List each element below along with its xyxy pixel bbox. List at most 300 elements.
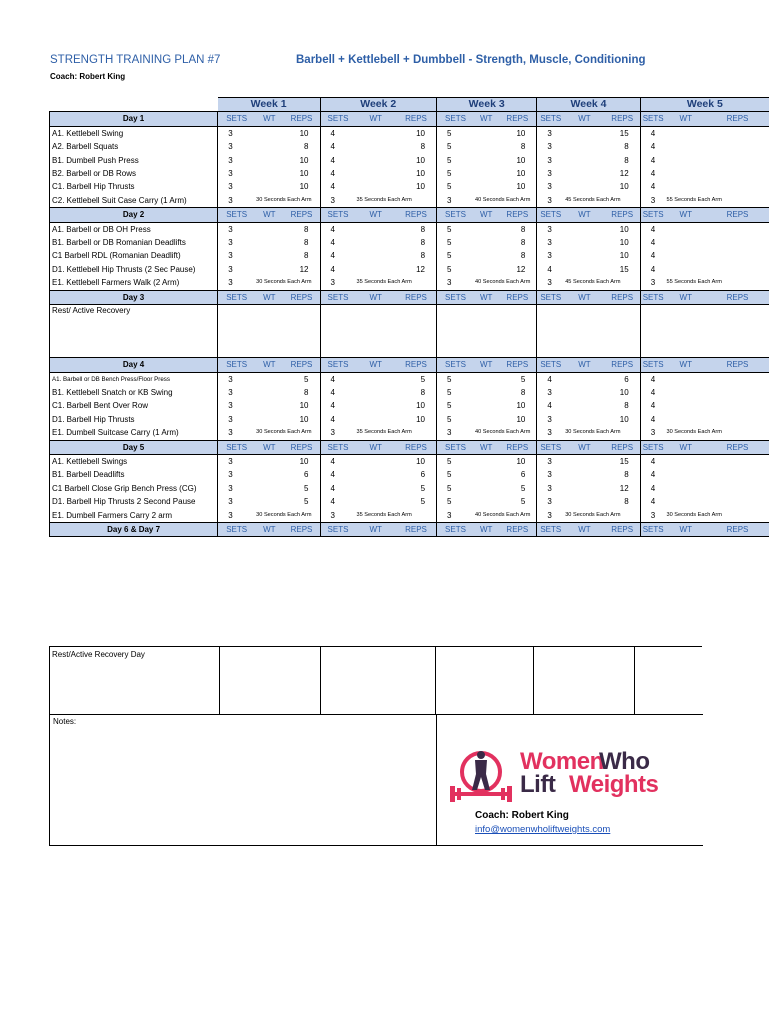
reps-value: [706, 386, 769, 399]
col-header-wt: WT: [564, 358, 605, 372]
col-header-reps: REPS: [605, 440, 640, 454]
col-header-reps: REPS: [284, 112, 320, 126]
weight-value: [474, 180, 498, 193]
reps-value: 10: [416, 182, 426, 192]
weight-value: [666, 468, 707, 481]
exercise-row: [50, 167, 769, 180]
exercise-row: [50, 413, 769, 426]
col-header-sets: SETS: [640, 358, 665, 372]
reps-value: 8: [420, 224, 426, 234]
col-header-sets: SETS: [537, 522, 564, 536]
weight-note: 35 Seconds Each Arm: [356, 429, 412, 436]
weight-value: [564, 372, 605, 386]
sets-value: 4: [640, 399, 665, 412]
sets-value: 4: [640, 249, 665, 262]
weight-value: [355, 454, 396, 468]
weight-value: [355, 126, 396, 140]
col-header-sets: SETS: [320, 208, 355, 222]
col-header-sets: SETS: [640, 522, 665, 536]
weight-value: [255, 126, 283, 140]
col-header-sets: SETS: [218, 290, 255, 304]
sets-value: 4: [537, 372, 564, 386]
col-header-wt: WT: [355, 440, 396, 454]
exercise-row: [50, 372, 769, 386]
reps-value: 6: [304, 470, 309, 480]
col-header-reps: REPS: [396, 290, 437, 304]
reps-value: [706, 222, 769, 236]
contact-email-link[interactable]: info@womenwholiftweights.com: [475, 824, 611, 835]
weight-value: [355, 167, 396, 180]
exercise-row: [50, 126, 769, 140]
sets-value: 5: [437, 126, 474, 140]
exercise-name: C1 Barbell Close Grip Bench Press (CG): [50, 482, 218, 495]
week-header-row: [50, 98, 769, 112]
weight-value: [255, 236, 283, 249]
col-header-wt: WT: [474, 522, 498, 536]
exercise-name: B2. Barbell or DB Rows: [50, 167, 218, 180]
weight-value: [474, 386, 498, 399]
exercise-name: D1. Barbell Hip Thrusts 2 Second Pause: [50, 495, 218, 508]
weight-value: [666, 222, 707, 236]
col-header-reps: REPS: [284, 522, 320, 536]
col-header-reps: REPS: [706, 358, 769, 372]
reps-value: 10: [299, 169, 309, 179]
exercise-name: A1. Barbell or DB Bench Press/Floor Press: [50, 372, 218, 386]
col-header-reps: REPS: [396, 440, 437, 454]
sets-value: 3: [218, 263, 255, 276]
weight-note: 35 Seconds Each Arm: [356, 196, 412, 203]
weight-value: [474, 249, 498, 262]
col-header-wt: WT: [666, 112, 707, 126]
week-header: Week 3: [437, 98, 537, 112]
reps-value: 12: [299, 264, 309, 274]
sets-value: 4: [640, 386, 665, 399]
reps-value: [706, 154, 769, 167]
recovery-label: Rest/Active Recovery Day: [52, 650, 145, 659]
col-header-wt: WT: [255, 440, 283, 454]
reps-value: 8: [420, 387, 426, 397]
weight-value: [666, 263, 707, 276]
week-header: Week 4: [537, 98, 640, 112]
weight-value: [255, 263, 283, 276]
sets-value: 3: [537, 413, 564, 426]
reps-value: 8: [420, 238, 426, 248]
weight-value: [355, 140, 396, 153]
weight-value: [564, 399, 605, 412]
sets-value: 3: [537, 386, 564, 399]
sets-value: 4: [320, 482, 355, 495]
weight-value: [474, 154, 498, 167]
sets-value: 3: [218, 276, 255, 290]
exercise-name: E1. Dumbell Suitcase Carry (1 Arm): [50, 426, 218, 440]
reps-value: 15: [619, 264, 629, 274]
reps-value: 10: [516, 401, 526, 411]
weight-value: [666, 482, 707, 495]
reps-value: [706, 249, 769, 262]
exercise-name: A1. Kettlebell Swings: [50, 454, 218, 468]
weight-value: [474, 495, 498, 508]
reps-value: 8: [520, 238, 526, 248]
reps-value: 10: [619, 238, 629, 248]
exercise-row: [50, 495, 769, 508]
weight-note: 35 Seconds Each Arm: [356, 279, 412, 286]
exercise-name: A1. Barbell or DB OH Press: [50, 222, 218, 236]
weight-value: [564, 140, 605, 153]
rest-cell: [218, 305, 320, 358]
sets-value: 3: [218, 249, 255, 262]
exercise-name: E1. Dumbell Farmers Carry 2 arm: [50, 509, 218, 523]
col-header-reps: REPS: [396, 522, 437, 536]
plan-subtitle: Barbell + Kettlebell + Dumbbell - Strength, Muscle, Conditioning: [296, 54, 646, 66]
reps-value: 12: [416, 264, 426, 274]
reps-value: 5: [304, 483, 309, 493]
col-header-reps: REPS: [396, 358, 437, 372]
col-header-reps: REPS: [605, 522, 640, 536]
col-header-sets: SETS: [218, 208, 255, 222]
day-label: Day 4: [50, 358, 218, 372]
sets-value: 3: [320, 194, 355, 208]
weight-value: [474, 140, 498, 153]
weight-value: [474, 413, 498, 426]
weight-value: [355, 386, 396, 399]
sets-value: 4: [320, 154, 355, 167]
weight-value: [474, 126, 498, 140]
col-header-wt: WT: [255, 208, 283, 222]
sets-value: 4: [320, 495, 355, 508]
col-header-wt: WT: [474, 290, 498, 304]
exercise-name: C1. Barbell Hip Thrusts: [50, 180, 218, 193]
day-label: Day 6 & Day 7: [50, 522, 218, 536]
col-header-reps: REPS: [706, 290, 769, 304]
sets-value: 4: [640, 454, 665, 468]
reps-value: 12: [619, 483, 629, 493]
col-header-wt: WT: [564, 290, 605, 304]
exercise-row: [50, 154, 769, 167]
weight-note: 55 Seconds Each Arm: [666, 196, 722, 203]
col-header-sets: SETS: [640, 440, 665, 454]
col-header-reps: REPS: [706, 208, 769, 222]
reps-value: 10: [516, 414, 526, 424]
exercise-row: [50, 386, 769, 399]
corner-cell: [50, 98, 218, 112]
col-header-wt: WT: [564, 112, 605, 126]
sets-value: 3: [537, 249, 564, 262]
weight-value: [355, 154, 396, 167]
sets-value: 4: [640, 482, 665, 495]
weight-value: [255, 454, 283, 468]
weight-value: [564, 386, 605, 399]
reps-value: 5: [304, 497, 309, 507]
reps-value: 10: [516, 128, 526, 138]
col-header-reps: REPS: [706, 440, 769, 454]
sets-value: 3: [218, 495, 255, 508]
sets-value: 4: [320, 454, 355, 468]
reps-value: 10: [299, 182, 309, 192]
sets-value: 4: [320, 372, 355, 386]
day-header-row: [50, 358, 769, 372]
sets-value: 4: [320, 263, 355, 276]
exercise-name: D1. Kettlebell Hip Thrusts (2 Sec Pause): [50, 263, 218, 276]
col-header-wt: WT: [255, 112, 283, 126]
sets-value: 3: [640, 509, 665, 523]
col-header-reps: REPS: [605, 112, 640, 126]
exercise-name: C2. Kettlebell Suit Case Carry (1 Arm): [50, 194, 218, 208]
sets-value: 3: [320, 509, 355, 523]
sets-value: 4: [640, 126, 665, 140]
sets-value: 3: [437, 509, 474, 523]
sets-value: 3: [218, 154, 255, 167]
col-header-sets: SETS: [320, 290, 355, 304]
weight-note: 45 Seconds Each Arm: [565, 196, 621, 203]
reps-value: 12: [619, 169, 629, 179]
weight-note: 40 Seconds Each Arm: [475, 511, 531, 518]
reps-value: 6: [624, 374, 629, 384]
sets-value: 4: [640, 413, 665, 426]
training-table: [49, 97, 769, 537]
col-header-sets: SETS: [537, 208, 564, 222]
sets-value: 5: [437, 140, 474, 153]
reps-value: [706, 140, 769, 153]
weight-value: [255, 413, 283, 426]
recovery-row: [49, 646, 702, 715]
reps-value: 8: [520, 142, 526, 152]
sets-value: 3: [218, 126, 255, 140]
sets-value: 3: [640, 194, 665, 208]
reps-value: [706, 413, 769, 426]
reps-value: 5: [520, 483, 526, 493]
logo-text-lift: Lift: [520, 771, 556, 798]
reps-value: 10: [299, 456, 309, 466]
col-header-sets: SETS: [218, 440, 255, 454]
weight-value: [474, 468, 498, 481]
reps-value: 10: [299, 155, 309, 165]
sets-value: 3: [218, 167, 255, 180]
sets-value: 3: [537, 468, 564, 481]
reps-value: 8: [624, 497, 629, 507]
col-header-wt: WT: [474, 112, 498, 126]
col-header-wt: WT: [474, 208, 498, 222]
notes-label: Notes:: [53, 717, 77, 726]
reps-value: 10: [619, 224, 629, 234]
day-label: Day 2: [50, 208, 218, 222]
sets-value: 3: [218, 140, 255, 153]
weight-note: 30 Seconds Each Arm: [256, 511, 312, 518]
reps-value: 5: [304, 374, 309, 384]
coach-name-top: Coach: Robert King: [50, 72, 126, 81]
col-header-wt: WT: [355, 522, 396, 536]
col-header-wt: WT: [255, 522, 283, 536]
col-header-wt: WT: [255, 358, 283, 372]
weight-value: [355, 249, 396, 262]
sets-value: 3: [218, 236, 255, 249]
rest-label: Rest/ Active Recovery: [50, 305, 218, 358]
sets-value: 4: [320, 386, 355, 399]
reps-value: [706, 495, 769, 508]
sets-value: 5: [437, 495, 474, 508]
sets-value: 4: [320, 249, 355, 262]
col-header-reps: REPS: [706, 112, 769, 126]
col-header-reps: REPS: [498, 112, 537, 126]
exercise-row: [50, 399, 769, 412]
exercise-name: D1. Barbell Hip Thrusts: [50, 413, 218, 426]
sets-value: 3: [640, 276, 665, 290]
sets-value: 3: [218, 468, 255, 481]
weight-value: [255, 222, 283, 236]
exercise-name: B1. Kettlebell Snatch or KB Swing: [50, 386, 218, 399]
weight-note: 30 Seconds Each Arm: [256, 196, 312, 203]
day-header-row: [50, 522, 769, 536]
reps-value: 8: [304, 387, 309, 397]
reps-value: 8: [304, 238, 309, 248]
sets-value: 3: [437, 426, 474, 440]
sets-value: 4: [320, 126, 355, 140]
sets-value: 4: [537, 399, 564, 412]
reps-value: [706, 482, 769, 495]
exercise-row: [50, 249, 769, 262]
sets-value: 5: [437, 372, 474, 386]
sets-value: 3: [537, 495, 564, 508]
day-label: Day 3: [50, 290, 218, 304]
col-header-sets: SETS: [537, 290, 564, 304]
sets-value: 4: [320, 180, 355, 193]
weight-value: [474, 167, 498, 180]
sets-value: 3: [218, 180, 255, 193]
weight-value: [474, 399, 498, 412]
weight-value: [474, 222, 498, 236]
reps-value: [706, 468, 769, 481]
col-header-wt: WT: [666, 208, 707, 222]
col-header-reps: REPS: [605, 290, 640, 304]
sets-value: 3: [437, 194, 474, 208]
weight-note: 45 Seconds Each Arm: [565, 279, 621, 286]
weight-note: 30 Seconds Each Arm: [565, 429, 621, 436]
reps-value: [706, 263, 769, 276]
sets-value: 4: [320, 140, 355, 153]
sets-value: 3: [218, 413, 255, 426]
col-header-wt: WT: [355, 112, 396, 126]
weight-note: 30 Seconds Each Arm: [256, 429, 312, 436]
week-header: Week 1: [218, 98, 320, 112]
sets-value: 3: [218, 399, 255, 412]
sets-value: 3: [537, 509, 564, 523]
weight-value: [564, 126, 605, 140]
day-header-row: [50, 208, 769, 222]
weight-value: [255, 154, 283, 167]
reps-value: 10: [416, 128, 426, 138]
exercise-name: B1. Barbell or DB Romanian Deadlifts: [50, 236, 218, 249]
reps-value: 10: [516, 182, 526, 192]
col-header-reps: REPS: [284, 358, 320, 372]
day-label: Day 1: [50, 112, 218, 126]
sets-value: 3: [537, 276, 564, 290]
exercise-name: E1. Kettlebell Farmers Walk (2 Arm): [50, 276, 218, 290]
col-header-wt: WT: [666, 290, 707, 304]
weight-value: [564, 222, 605, 236]
weight-note: 40 Seconds Each Arm: [475, 196, 531, 203]
col-header-reps: REPS: [498, 358, 537, 372]
col-header-sets: SETS: [640, 112, 665, 126]
weight-value: [355, 468, 396, 481]
exercise-name: A2. Barbell Squats: [50, 140, 218, 153]
sets-value: 4: [640, 263, 665, 276]
reps-value: 10: [516, 169, 526, 179]
weight-value: [666, 249, 707, 262]
exercise-name: A1. Kettlebell Swing: [50, 126, 218, 140]
weight-value: [255, 180, 283, 193]
weight-value: [666, 386, 707, 399]
weight-value: [355, 399, 396, 412]
weight-note: 55 Seconds Each Arm: [666, 279, 722, 286]
day-header-row: [50, 290, 769, 304]
col-header-reps: REPS: [498, 208, 537, 222]
rest-cell: [640, 305, 769, 358]
sets-value: 4: [640, 180, 665, 193]
weight-value: [474, 482, 498, 495]
rest-row: [50, 305, 769, 358]
sets-value: 5: [437, 413, 474, 426]
col-header-wt: WT: [564, 208, 605, 222]
weight-value: [355, 236, 396, 249]
weight-value: [666, 236, 707, 249]
weight-value: [355, 495, 396, 508]
reps-value: 5: [520, 374, 526, 384]
weight-value: [474, 454, 498, 468]
col-header-wt: WT: [474, 358, 498, 372]
col-header-reps: REPS: [498, 522, 537, 536]
weight-value: [666, 167, 707, 180]
day-header-row: [50, 112, 769, 126]
col-header-reps: REPS: [498, 290, 537, 304]
exercise-row: [50, 509, 769, 523]
weight-value: [666, 413, 707, 426]
weight-value: [666, 126, 707, 140]
col-header-reps: REPS: [605, 358, 640, 372]
reps-value: [706, 126, 769, 140]
col-header-sets: SETS: [537, 440, 564, 454]
exercise-row: [50, 222, 769, 236]
day-header-row: [50, 440, 769, 454]
sets-value: 5: [437, 222, 474, 236]
reps-value: 8: [420, 251, 426, 261]
reps-value: 10: [516, 456, 526, 466]
reps-value: 10: [299, 401, 309, 411]
weight-value: [355, 372, 396, 386]
col-header-reps: REPS: [605, 208, 640, 222]
weight-value: [564, 263, 605, 276]
weight-value: [564, 154, 605, 167]
exercise-row: [50, 468, 769, 481]
exercise-name: B1. Barbell Deadlifts: [50, 468, 218, 481]
weight-value: [564, 454, 605, 468]
reps-value: [706, 372, 769, 386]
reps-value: 15: [619, 456, 629, 466]
weight-value: [666, 372, 707, 386]
logo-text-who: Who: [599, 748, 650, 775]
exercise-row: [50, 263, 769, 276]
weight-value: [355, 263, 396, 276]
weight-value: [255, 399, 283, 412]
weight-value: [474, 263, 498, 276]
rest-cell: [537, 305, 640, 358]
sets-value: 4: [640, 167, 665, 180]
weight-value: [666, 154, 707, 167]
col-header-reps: REPS: [396, 208, 437, 222]
reps-value: 8: [420, 142, 426, 152]
weight-value: [355, 413, 396, 426]
sets-value: 4: [320, 236, 355, 249]
col-header-wt: WT: [474, 440, 498, 454]
sets-value: 4: [320, 222, 355, 236]
